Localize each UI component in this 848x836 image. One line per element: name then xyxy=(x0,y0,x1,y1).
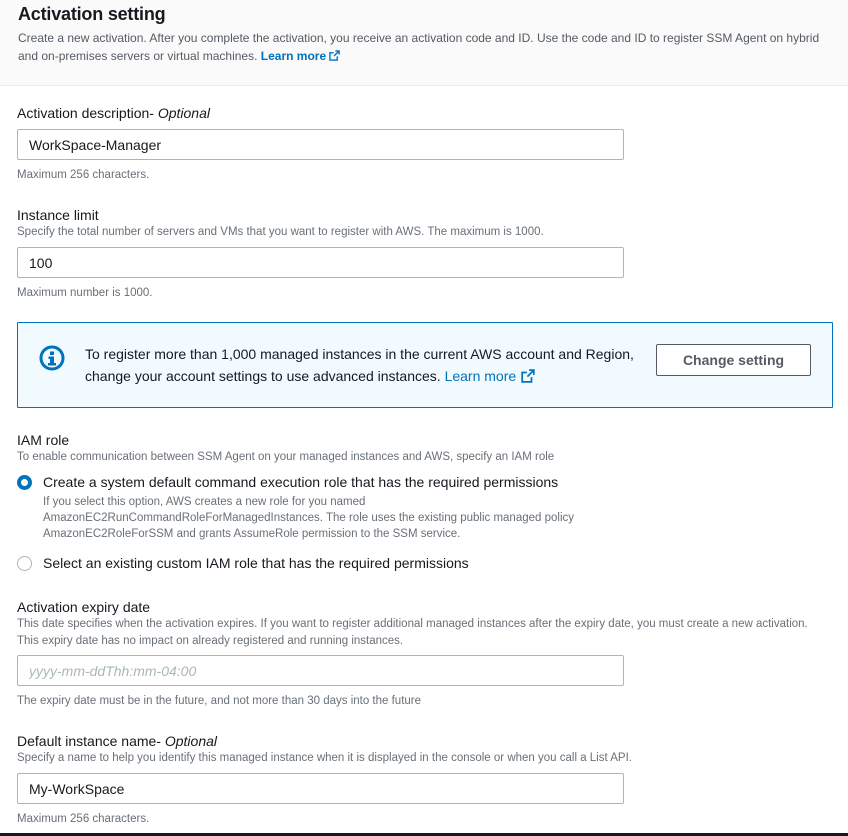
info-alert xyxy=(17,322,833,408)
section-header xyxy=(0,0,848,86)
iam-role-option-default-label: Create a system default command execution role that has the required permissions xyxy=(43,474,559,490)
iam-role-option-default-description: If you select this option, AWS creates a new role for you named AmazonEC2RunCommandRoleForManagedInstances. The role uses the existing public managed policy AmazonEC2RoleForSSM and grants AssumeRole permission to the SSM service. xyxy=(43,496,574,540)
instance-limit-description: Specify the total number of servers and VMs that you want to register with AWS. The maximum is 1000. xyxy=(17,226,544,238)
radio-button-checked[interactable] xyxy=(17,475,32,490)
iam-role-option-custom[interactable] xyxy=(17,554,469,573)
learn-more-label: Learn more xyxy=(260,49,327,63)
optional-tag: Optional xyxy=(157,105,210,121)
expiry-date-hint: The expiry date must be in the future, and not more than 30 days into the future xyxy=(17,695,422,707)
header-learn-more-link[interactable] xyxy=(261,49,340,63)
iam-role-option-default[interactable] xyxy=(17,473,633,542)
expiry-date-label: Activation expiry date xyxy=(17,599,151,615)
header-description-text: Create a new activation. After you complete the activation, you receive an activation code and ID. Use the code and ID to register SSM Agent on hybrid and on-premises servers or virtual machines. xyxy=(18,31,820,63)
iam-role-field-header xyxy=(17,431,554,466)
expiry-date-field-header xyxy=(17,598,832,650)
optional-tag: Optional xyxy=(164,733,218,749)
page-title: Activation setting xyxy=(18,4,166,24)
change-setting-button[interactable]: Change setting xyxy=(656,344,811,376)
instance-limit-hint: Maximum number is 1000. xyxy=(17,287,153,299)
expiry-date-input[interactable] xyxy=(17,655,624,686)
activation-description-input[interactable] xyxy=(17,129,624,160)
learn-more-label: Learn more xyxy=(444,368,517,384)
default-instance-name-input[interactable] xyxy=(17,773,624,804)
info-alert-text xyxy=(85,343,645,387)
iam-role-label: IAM role xyxy=(17,432,70,448)
label-text: Default instance name- xyxy=(17,733,161,749)
iam-role-description: To enable communication between SSM Agent on your managed instances and AWS, specify an IAM role xyxy=(17,451,555,463)
activation-description-hint: Maximum 256 characters. xyxy=(17,169,150,181)
activation-description-label xyxy=(17,104,210,122)
info-learn-more-link[interactable] xyxy=(445,368,536,384)
default-instance-name-field-header xyxy=(17,732,632,767)
info-icon xyxy=(39,345,65,371)
label-text: Activation description- xyxy=(17,105,154,121)
header-description xyxy=(18,29,830,65)
external-link-icon xyxy=(329,50,340,61)
radio-button-unchecked[interactable] xyxy=(17,556,32,571)
default-instance-name-description: Specify a name to help you identify this managed instance when it is displayed in the console or when you call a List API. xyxy=(17,752,632,764)
instance-limit-field-header xyxy=(17,206,544,241)
instance-limit-label: Instance limit xyxy=(17,207,99,223)
iam-role-option-custom-label: Select an existing custom IAM role that has the required permissions xyxy=(43,555,469,571)
info-alert-message: To register more than 1,000 managed instances in the current AWS account and Region, change your account settings to use advanced instances. xyxy=(85,346,634,384)
default-instance-name-hint: Maximum 256 characters. xyxy=(17,813,150,825)
external-link-icon xyxy=(521,369,535,383)
expiry-date-description: This date specifies when the activation expires. If you want to register additional managed instances after the expiry date, you must create a new activation. This expiry date has no impact on already registered and running instances. xyxy=(17,618,808,647)
instance-limit-input[interactable] xyxy=(17,247,624,278)
